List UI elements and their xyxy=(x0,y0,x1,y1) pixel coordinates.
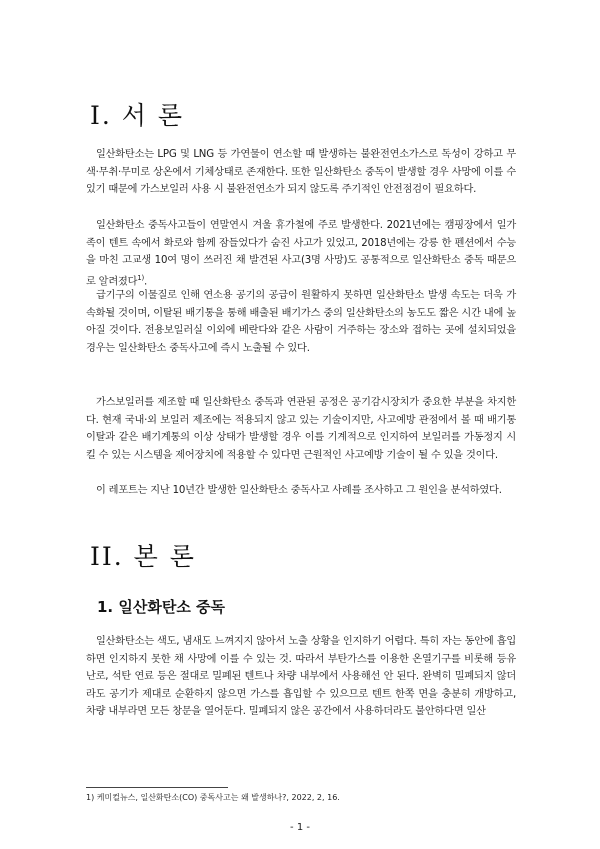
section-heading-introduction: I. 서 론 xyxy=(90,101,185,130)
page-number: - 1 - xyxy=(290,822,310,833)
section-heading-body: II. 본 론 xyxy=(90,542,196,571)
footnote-divider xyxy=(86,787,228,788)
paragraph-5: 이 레포트는 지난 10년간 발생한 일산화탄소 중독사고 사례를 조사하고 그 원인을 분석하였다. xyxy=(96,485,502,496)
paragraph-6: 일산화탄소는 색도, 냄새도 느껴지지 않아서 노출 상황을 인지하기 어렵다. 특히 자는 동안에 흡입하면 인지하지 못한 채 사망에 이를 수 있는 것. 따라서 부탄가스를 이용한 온열기구를 비롯해 등유 난로, 석탄 연료 등은 절대로 밀폐된 텐트나 차량 내부에서 사용해선 안 된다. 완벽히 밀폐되지 않더라도 공기가 제대로 순환하지 않으면 가스를 흡입할 수 있으므로 텐트 한쪽 면을 충분히 개방하고, 차량 내부라면 모든 창문을 열어둔다. 밀폐되지 않은 공간에서 사용하더라도 불안하다면 일산 xyxy=(86,636,516,718)
paragraph-1: 일산화탄소는 LPG 및 LNG 등 가연물이 연소할 때 발생하는 불완전연소가스로 독성이 강하고 무색·무취·무미로 상온에서 기체상태로 존재한다. 또한 일산화탄소 중독이 발생할 경우 사망에 이를 수 있기 때문에 가스보일러 사용 시 불완전연소가 되지 않도록 주기적인 안전점검이 필요하다. xyxy=(86,149,516,196)
paragraph-2-text: 일산화탄소 중독사고들이 연말연시 겨울 휴가철에 주로 발생한다. 2021년에는 캠핑장에서 일가족이 텐트 속에서 화로와 함께 잠들었다가 숨진 사고가 있었고, 2018년에는 강릉 한 펜션에서 수능을 마친 고교생 10여 명이 쓰러진 채 발견된 사고(3명 사망)도 공통적으로 일산화탄소 중독 때문으로 알려졌다 xyxy=(86,220,516,288)
subsection-heading-co-poisoning: 1. 일산화탄소 중독 xyxy=(97,598,226,616)
footnote-reference: 1) xyxy=(137,273,145,282)
footnote: 1) 케미컬뉴스, 일산화탄소(CO) 중독사고는 왜 발생하나?, 2022, 2, 16. xyxy=(86,793,340,802)
paragraph-3: 급기구의 이물질로 인해 연소용 공기의 공급이 원활하지 못하면 일산화탄소 발생 속도는 더욱 가속화될 것이며, 이탈된 배기통을 통해 배출된 배기가스 중의 일산화탄소의 농도도 짧은 시간 내에 높아질 것이다. 전용보일러실 이외에 베란다와 같은 사람이 거주하는 장소와 접하는 곳에 설치되었을 경우는 일산화탄소 중독사고에 즉시 노출될 수 있다. xyxy=(86,290,516,354)
paragraph-2: 일산화탄소 중독사고들이 연말연시 겨울 휴가철에 주로 발생한다. 2021년에는 캠핑장에서 일가족이 텐트 속에서 화로와 함께 잠들었다가 숨진 사고가 있었고, 2018년에는 강릉 한 펜션에서 수능을 마친 고교생 10여 명이 쓰러진 채 발견된 사고(3명 사망)도 공통적으로 일산화탄소 중독 때문으로 알려졌다$^{1)}$. xyxy=(86,220,516,288)
paragraph-4: 가스보일러를 제조할 때 일산화탄소 중독과 연관된 공정은 공기감시장치가 중요한 부분을 차지한다. 현재 국내·외 보일러 제조에는 적용되지 않고 있는 기술이지만, 사고예방 관점에서 볼 때 배기통 이탈과 같은 배기계통의 이상 상태가 발생할 경우 이를 기계적으로 인지하여 보일러를 가동정지 시킬 수 있는 시스템을 제어장치에 적용할 수 있다면 근원적인 사고예방 기술이 될 수 있을 것이다. xyxy=(86,397,516,461)
